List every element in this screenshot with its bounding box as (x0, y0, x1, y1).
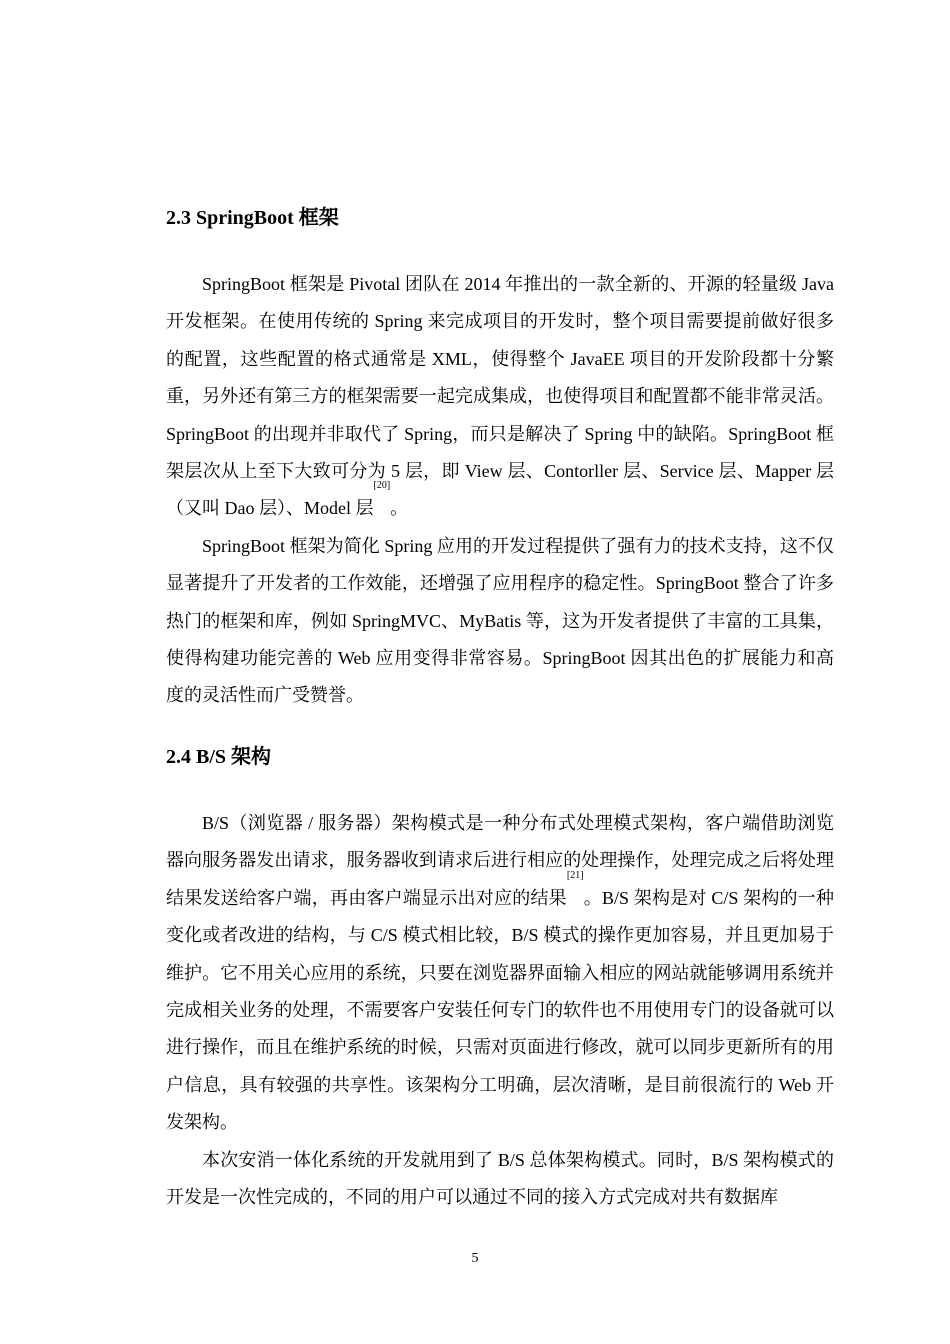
paragraph-text: SpringBoot 框架是 Pivotal 团队在 2014 年推出的一款全新的、开源的轻量级 Java 开发框架。在使用传统的 Spring 来完成项目的开发时，整个项目需要提前做好很多的配置，这些配置的格式通常是 XML，使得整个 JavaEE 项目的开发阶段都十分繁重，另外还有第三方的框架需要一起完成集成，也使得项目和配置都不能非常灵活。SpringBoot 的出现并非取代了 Spring，而只是解决了 Spring 中的缺陷。SpringBoot 框架层次从上至下大致可分为 5 层，即 View 层、Contorller 层、Service 层、Mapper 层（又叫 Dao 层）、Model 层 (166, 274, 834, 519)
citation-marker: [20] (373, 480, 391, 492)
paragraph (166, 528, 834, 715)
section-springboot (166, 200, 834, 715)
paragraph (166, 1142, 834, 1217)
page-number: 5 (471, 1251, 479, 1266)
section-heading: 2.3 SpringBoot 框架 (166, 207, 339, 229)
paragraph-text: B/S（浏览器 / 服务器）架构模式是一种分布式处理模式架构，客户端借助浏览器向服务器发出请求，服务器收到请求后进行相应的处理操作，处理完成之后将处理结果发送给客户端，再由客户端显示出对应的结果 (166, 812, 834, 908)
paragraph-text-tail: 。 (390, 498, 409, 519)
paragraph-text: SpringBoot 框架为简化 Spring 应用的开发过程提供了强有力的技术支持，这不仅显著提升了开发者的工作效能，还增强了应用程序的稳定性。SpringBoot 整合了许多热门的框架和库，例如 SpringMVC、MyBatis 等，这为开发者提供了丰富的工具集，使得构建功能完善的 Web 应用变得非常容易。SpringBoot 因其出色的扩展能力和高度的灵活性而广受赞誉。 (166, 535, 834, 706)
paragraph (166, 805, 834, 1142)
section-heading: 2.4 B/S 架构 (166, 745, 272, 768)
citation-marker: [21] (566, 869, 584, 881)
paragraph-text: 本次安消一体化系统的开发就用到了 B/S 总体架构模式。同时，B/S 架构模式的开发是一次性完成的，不同的用户可以通过不同的接入方式完成对共有数据库 (166, 1149, 834, 1207)
paragraph-text-tail: 。B/S 架构是对 C/S 架构的一种变化或者改进的结构，与 C/S 模式相比较，B/S 模式的操作更加容易，并且更加易于维护。它不用关心应用的系统，只要在浏览器界面输入相应的网站就能够调用系统并完成相关业务的处理，不需要客户安装任何专门的软件也不用使用专门的设备就可以进行操作，而且在维护系统的时候，只需对页面进行修改，就可以同步更新所有的用户信息，具有较强的共享性。该架构分工明确，层次清晰，是目前很流行的 Web 开发架构。 (166, 887, 834, 1133)
page-body (166, 200, 834, 1216)
section-bs-architecture (166, 739, 834, 1216)
paragraph (166, 266, 834, 528)
